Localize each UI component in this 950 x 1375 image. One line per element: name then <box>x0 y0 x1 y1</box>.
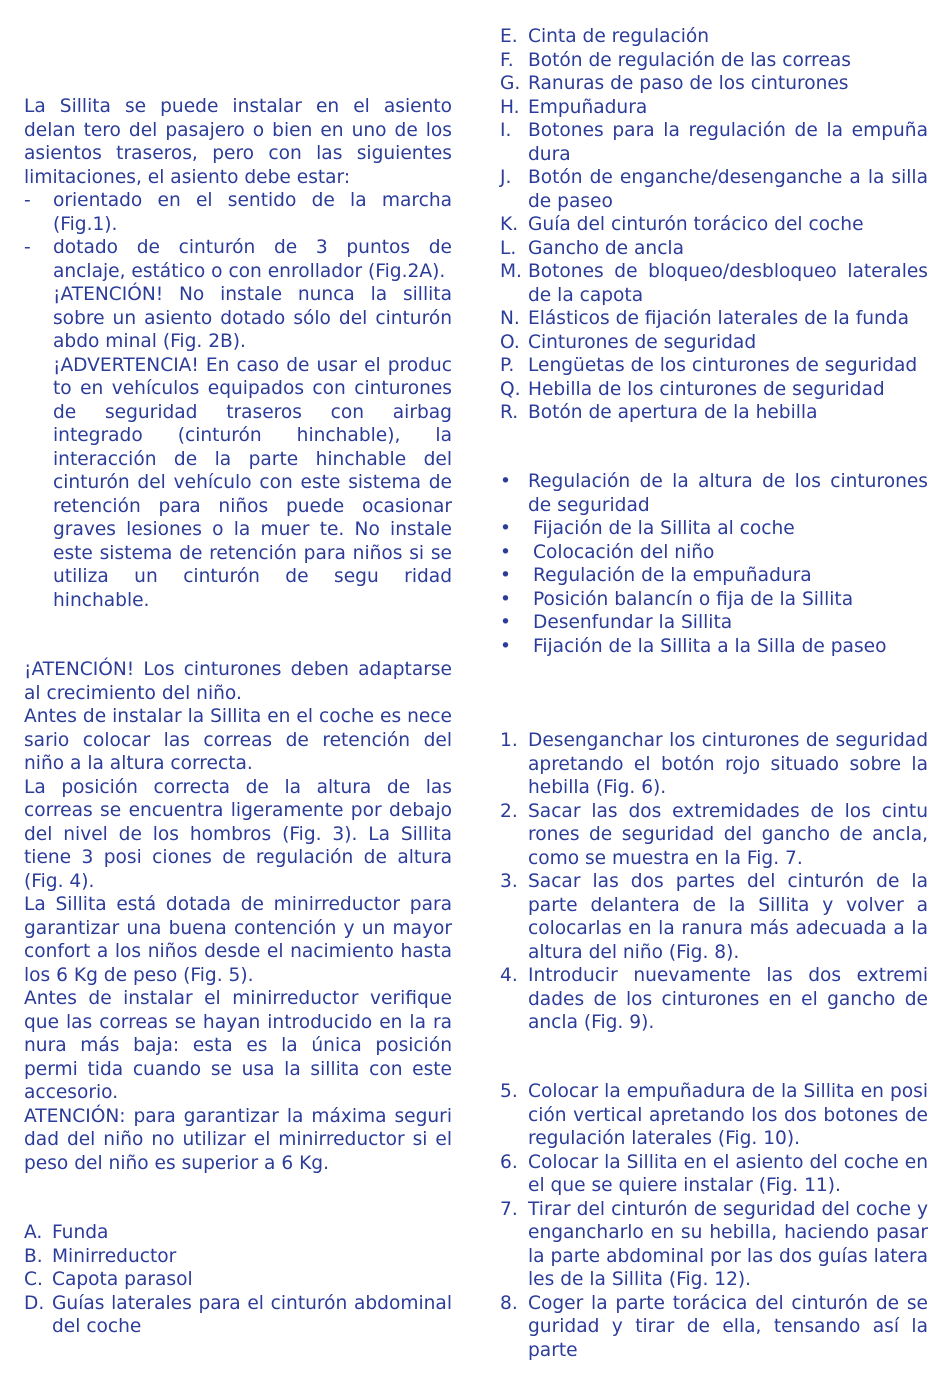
part-text: Funda <box>52 1222 109 1243</box>
part-text: Hebilla de los cinturones de seguridad <box>528 378 885 400</box>
car-fixing-steps <box>500 1080 928 1362</box>
part-key: K. <box>500 214 519 235</box>
part-item <box>500 331 928 355</box>
part-item <box>500 401 928 425</box>
contents-text: Fijación de la Sillita al coche <box>533 518 795 539</box>
part-text: Botón de enganche/desenganche a la silla de paseo <box>528 167 928 212</box>
part-item <box>500 119 928 166</box>
contents-item <box>500 635 928 659</box>
dash-item-text: orientado en el sentido de la marcha (Fig.1). <box>53 190 452 235</box>
part-text: Botones para la regulación de la empuña dura <box>528 120 928 165</box>
step-text: Introducir nuevamente las dos extremi dades de los cinturones en el gancho de ancla (Fig. 9). <box>528 965 928 1033</box>
body-paragraph: La posición correcta de la altura de las correas se encuentra ligeramente por debajo del nivel de los hombros (Fig. 3). La Sillita tiene 3 posi ciones de regulación de altura (Fig. 4). <box>24 776 452 892</box>
part-item <box>24 1221 452 1245</box>
part-text: Botón de regulación de las correas <box>528 49 851 71</box>
bullet-marker: • <box>500 588 511 610</box>
part-item <box>500 49 928 73</box>
dash-item-text: dotado de cinturón de 3 puntos de anclaje, estático o con enrollador (Fig.2A). <box>53 237 452 282</box>
part-key: D. <box>24 1292 45 1314</box>
part-item <box>500 378 928 402</box>
part-key: B. <box>24 1245 43 1267</box>
part-item <box>500 213 928 237</box>
step-number: 2. <box>500 800 518 822</box>
contents-item <box>500 611 928 635</box>
dash-item <box>24 189 452 236</box>
part-item <box>500 96 928 120</box>
part-key: M. <box>500 261 522 282</box>
part-key: P. <box>500 355 515 376</box>
contents-list <box>500 470 928 658</box>
part-key: L. <box>500 237 517 259</box>
belt-height-section <box>24 658 452 1175</box>
part-text: Cinturones de seguridad <box>528 331 757 353</box>
part-item <box>500 307 928 331</box>
part-item <box>500 237 928 261</box>
part-text: Capota parasol <box>52 1269 193 1290</box>
part-text: Gancho de ancla <box>528 237 684 259</box>
contents-item <box>500 541 928 565</box>
intro-paragraph: La Sillita se puede instalar en el asiento delan tero del pasajero o bien en uno de los asientos traseros, pero con las siguientes limitaciones, el asiento debe estar: <box>24 96 452 188</box>
part-item <box>500 260 928 307</box>
contents-text: Fijación de la Sillita a la Silla de paseo <box>533 635 887 657</box>
part-key: C. <box>24 1269 43 1290</box>
step-text: Coger la parte torácica del cinturón de se guridad y tirar de ella, tensando así la parte <box>528 1292 928 1361</box>
part-text: Cinta de regulación <box>528 26 710 47</box>
part-text: Lengüetas de los cinturones de seguridad <box>528 355 918 376</box>
part-text: Elásticos de fijación laterales de la funda <box>528 308 909 329</box>
warning-paragraph: ATENCIÓN: para garantizar la máxima seguri dad del niño no utilizar el minirreductor si el peso del niño es superior a 6 Kg. <box>24 1105 452 1174</box>
bullet-marker: • <box>500 565 511 586</box>
part-text: Guías laterales para el cinturón abdominal del coche <box>52 1292 452 1337</box>
part-text: Ranuras de paso de los cinturones <box>528 73 849 94</box>
warning-paragraph: ¡ATENCIÓN! No instale nunca la sillita sobre un asiento dotado sólo del cinturón abdo minal (Fig. 2B). <box>53 284 452 352</box>
part-item <box>24 1268 452 1292</box>
step-number: 6. <box>500 1151 518 1173</box>
contents-text: Colocación del niño <box>533 541 715 563</box>
body-paragraph: Antes de instalar la Sillita en el coche es nece sario colocar las correas de retención del niño a la altura correcta. <box>24 706 452 774</box>
part-text: Botones de bloqueo/desbloqueo laterales de la capota <box>528 261 928 306</box>
airbag-warning-paragraph: ¡ADVERTENCIA! En caso de usar el produc to en vehículos equipados con cinturones de seguridad traseros con airbag integrado (cinturón hinchable), la interacción de la parte hinchable del cinturón del vehículo con este sistema de retención para niños puede ocasionar graves lesiones o la muer te. No instale este sistema de retención para niños si se utiliza un cinturón de segu ridad hinchable. <box>53 354 452 611</box>
installation-limits-section <box>24 95 452 612</box>
step-number: 1. <box>500 730 518 751</box>
part-key: H. <box>500 96 520 118</box>
parts-list-right <box>500 25 928 425</box>
step-number: 5. <box>500 1081 518 1102</box>
part-key: Q. <box>500 378 521 400</box>
part-key: G. <box>500 73 521 94</box>
step-item <box>500 1292 928 1363</box>
part-item <box>500 72 928 96</box>
step-number: 3. <box>500 871 518 892</box>
contents-item <box>500 588 928 612</box>
step-text: Tirar del cinturón de seguridad del coche y engancharlo en su hebilla, haciendo pasar la parte abdominal por las dos guías latera les de la Sillita (Fig. 12). <box>528 1198 928 1290</box>
part-text: Minirreductor <box>52 1245 177 1267</box>
contents-item <box>500 470 928 517</box>
bullet-marker: • <box>500 541 511 563</box>
step-item <box>500 1198 928 1292</box>
body-paragraph: Antes de instalar el minirreductor verifique que las correas se hayan introducido en la ra nura más baja: esta es la única posición permi tida cuando se usa la sillita con este accesorio. <box>24 988 452 1103</box>
part-text: Guía del cinturón torácico del coche <box>528 214 864 235</box>
contents-text: Regulación de la empuñadura <box>533 565 812 586</box>
step-number: 8. <box>500 1292 518 1314</box>
step-text: Colocar la empuñadura de la Sillita en posi ción vertical apretando los dos botones de regulación laterales (Fig. 10). <box>528 1081 928 1149</box>
warning-paragraph: ¡ATENCIÓN! Los cinturones deben adaptarse al crecimiento del niño. <box>24 659 452 704</box>
belt-adjust-steps <box>500 729 928 1035</box>
step-item <box>500 964 928 1035</box>
dash-item <box>24 236 452 283</box>
part-item <box>24 1292 452 1339</box>
step-item <box>500 1151 928 1198</box>
contents-item <box>500 564 928 588</box>
step-item <box>500 800 928 871</box>
part-item <box>500 25 928 49</box>
part-text: Botón de apertura de la hebilla <box>528 402 818 423</box>
part-key: O. <box>500 331 520 353</box>
part-item <box>500 166 928 213</box>
part-key: E. <box>500 26 518 47</box>
dash-marker: - <box>24 237 31 258</box>
bullet-marker: • <box>500 635 511 657</box>
step-item <box>500 1080 928 1151</box>
part-key: N. <box>500 308 520 329</box>
step-text: Colocar la Sillita en el asiento del coche en el que se quiere instalar (Fig. 11). <box>528 1151 928 1196</box>
dash-marker: - <box>24 190 31 211</box>
part-item <box>24 1245 452 1269</box>
step-item <box>500 870 928 964</box>
contents-text: Regulación de la altura de los cinturones de seguridad <box>528 471 928 516</box>
body-paragraph: La Sillita está dotada de minirreductor para garantizar una buena contención y un mayor confort a los niños desde el nacimiento hasta los 6 Kg de peso (Fig. 5). <box>24 894 452 986</box>
part-text: Empuñadura <box>528 96 648 118</box>
parts-list-left <box>24 1221 452 1339</box>
part-key: F. <box>500 49 514 71</box>
part-key: R. <box>500 402 519 423</box>
step-number: 7. <box>500 1198 518 1220</box>
contents-text: Posición balancín o fija de la Sillita <box>533 588 854 610</box>
bullet-marker: • <box>500 471 511 492</box>
step-item <box>500 729 928 800</box>
contents-item <box>500 517 928 541</box>
contents-text: Desenfundar la Sillita <box>533 612 733 633</box>
step-text: Sacar las dos partes del cinturón de la parte delantera de la Sillita y volver a colocarlas en la ranura más adecuada a la altura del niño (Fig. 8). <box>528 871 928 963</box>
bullet-marker: • <box>500 612 511 633</box>
part-key: J. <box>500 167 512 188</box>
step-text: Desenganchar los cinturones de seguridad apretando el botón rojo situado sobre la hebilla (Fig. 6). <box>528 730 928 798</box>
part-key: A. <box>24 1222 43 1243</box>
step-number: 4. <box>500 965 518 986</box>
bullet-marker: • <box>500 518 511 539</box>
part-key: I. <box>500 120 512 141</box>
part-item <box>500 354 928 378</box>
step-text: Sacar las dos extremidades de los cintu rones de seguridad del gancho de ancla, como se muestra en la Fig. 7. <box>528 800 928 869</box>
